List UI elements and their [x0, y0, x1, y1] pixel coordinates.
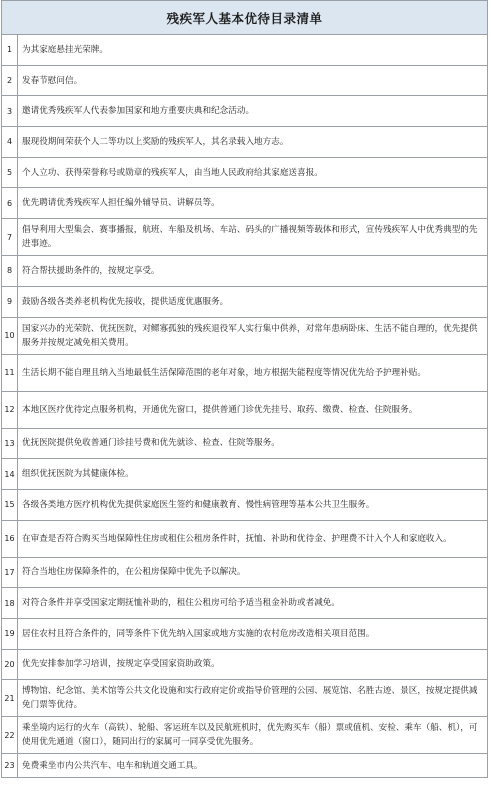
table-row: [2, 588, 488, 619]
row-text: 符合帮扶援助条件的，按规定享受。: [18, 256, 488, 287]
row-text: 本地区医疗优待定点服务机构，开通优先窗口，提供普通门诊优先挂号、取药、缴费、检查、住院服务。: [18, 391, 488, 428]
table-row: [2, 717, 488, 754]
table-row: [2, 96, 488, 127]
row-text: 对符合条件并享受国家定期抚恤补助的，租住公租房可给予适当租金补助或者减免。: [18, 588, 488, 619]
row-number: 18: [2, 588, 18, 619]
table-row: [2, 680, 488, 717]
table-row: [2, 188, 488, 219]
row-text: 优先安排参加学习培训，按规定享受国家资助政策。: [18, 649, 488, 680]
table-body: [2, 35, 488, 778]
row-number: 7: [2, 219, 18, 256]
row-text: 博物馆、纪念馆、美术馆等公共文化设施和实行政府定价或指导价管理的公园、展览馆、名胜古迹、景区，按规定提供减免门票等优待。: [18, 680, 488, 717]
table-row: [2, 649, 488, 680]
table-row: [2, 65, 488, 96]
table-row: [2, 557, 488, 588]
table-row: [2, 459, 488, 490]
row-number: 4: [2, 127, 18, 158]
row-number: 6: [2, 188, 18, 219]
row-number: 14: [2, 459, 18, 490]
row-text: 各级各类地方医疗机构优先提供家庭医生签约和健康教育、慢性病管理等基本公共卫生服务。: [18, 489, 488, 520]
row-text: 在审查是否符合购买当地保障性住房或租住公租房条件时，抚恤、补助和优待金、护理费不计入个人和家庭收入。: [18, 520, 488, 557]
table-row: [2, 286, 488, 317]
table-title: 残疾军人基本优待目录清单: [2, 1, 488, 35]
table-row: [2, 618, 488, 649]
row-number: 5: [2, 157, 18, 188]
row-text: 生活长期不能自理且纳入当地最低生活保障范围的老年对象，地方根据失能程度等情况优先给予护理补贴。: [18, 354, 488, 391]
row-number: 17: [2, 557, 18, 588]
row-text: 组织优抚医院为其健康体检。: [18, 459, 488, 490]
row-number: 2: [2, 65, 18, 96]
row-number: 1: [2, 35, 18, 66]
table-row: [2, 354, 488, 391]
row-number: 13: [2, 428, 18, 459]
row-number: 15: [2, 489, 18, 520]
row-number: 21: [2, 680, 18, 717]
row-text: 发春节慰问信。: [18, 65, 488, 96]
row-text: 为其家庭悬挂光荣牌。: [18, 35, 488, 66]
row-text: 优先聘请优秀残疾军人担任编外辅导员、讲解员等。: [18, 188, 488, 219]
table-row: [2, 520, 488, 557]
table-row: [2, 391, 488, 428]
row-number: 8: [2, 256, 18, 287]
row-text: 鼓励各级各类养老机构优先接收，提供适度优惠服务。: [18, 286, 488, 317]
row-text: 倡导利用大型集会、赛事播报，航班、车船及机场、车站、码头的广播视频等载体和形式，宣传残疾军人中优秀典型的先进事迹。: [18, 219, 488, 256]
row-number: 3: [2, 96, 18, 127]
table-row: [2, 35, 488, 66]
table-row: [2, 256, 488, 287]
row-number: 22: [2, 717, 18, 754]
row-text: 乘坐境内运行的火车（高铁）、轮船、客运班车以及民航班机时，优先购买车（船）票或值机、安检、乘车（船、机），可使用优先通道（窗口），随同出行的家属可一同享受优先服务。: [18, 717, 488, 754]
benefits-table: [1, 0, 488, 778]
table-row: [2, 219, 488, 256]
row-number: 11: [2, 354, 18, 391]
table-row: [2, 127, 488, 158]
row-number: 20: [2, 649, 18, 680]
table-row: [2, 157, 488, 188]
row-number: 16: [2, 520, 18, 557]
row-text: 符合当地住房保障条件的，在公租房保障中优先予以解决。: [18, 557, 488, 588]
document: [1, 0, 488, 778]
row-text: 服现役期间荣获个人二等功以上奖励的残疾军人，其名录载入地方志。: [18, 127, 488, 158]
table-row: [2, 489, 488, 520]
row-text: 优抚医院提供免收普通门诊挂号费和优先就诊、检查、住院等服务。: [18, 428, 488, 459]
row-number: 23: [2, 754, 18, 778]
row-number: 12: [2, 391, 18, 428]
row-number: 10: [2, 317, 18, 354]
table-row: [2, 428, 488, 459]
table-row: [2, 754, 488, 778]
table-row: [2, 317, 488, 354]
row-text: 邀请优秀残疾军人代表参加国家和地方重要庆典和纪念活动。: [18, 96, 488, 127]
row-text: 国家兴办的光荣院、优抚医院，对鳏寡孤独的残疾退役军人实行集中供养，对常年患病卧床、生活不能自理的，优先提供服务并按规定减免相关费用。: [18, 317, 488, 354]
row-number: 9: [2, 286, 18, 317]
row-text: 个人立功、获得荣誉称号或勋章的残疾军人，由当地人民政府给其家庭送喜报。: [18, 157, 488, 188]
row-text: 免费乘坐市内公共汽车、电车和轨道交通工具。: [18, 754, 488, 778]
row-number: 19: [2, 618, 18, 649]
row-text: 居住农村且符合条件的，同等条件下优先纳入国家或地方实施的农村危房改造相关项目范围。: [18, 618, 488, 649]
